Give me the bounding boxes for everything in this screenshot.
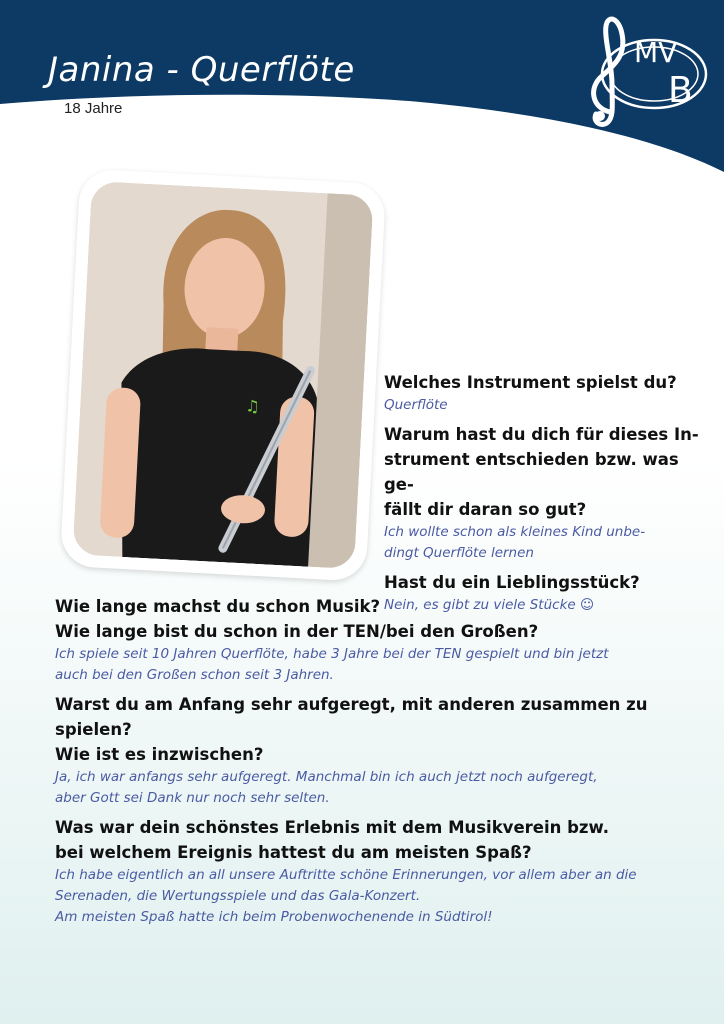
answer-why-instrument-line-1: Ich wollte schon als kleines Kind unbe- bbox=[384, 524, 646, 540]
answer-best-experience-line-1: Ich habe eigentlich an all unsere Auftritte schöne Erinnerungen, vor allem aber an die bbox=[55, 867, 637, 883]
logo-letters-mv: MV bbox=[634, 36, 678, 69]
question-why-instrument-line-3: fällt dir daran so gut? bbox=[384, 500, 587, 519]
qa-block-full bbox=[55, 594, 695, 934]
portrait-illustration bbox=[72, 181, 373, 569]
answer-how-long-line-1: Ich spiele seit 10 Jahren Querflöte, habe 3 Jahre bei der TEN gespielt und bin jetzt bbox=[55, 646, 609, 662]
question-nervous-line-2: Wie ist es inzwischen? bbox=[55, 745, 264, 764]
question-how-long-line-2: Wie lange bist du schon in der TEN/bei den Großen? bbox=[55, 622, 539, 641]
answer-how-long-line-2: auch bei den Großen schon seit 3 Jahren. bbox=[55, 667, 334, 683]
question-best-experience-line-2: bei welchem Ereignis hattest du am meisten Spaß? bbox=[55, 843, 532, 862]
question-best-experience-line-1: Was war dein schönstes Erlebnis mit dem Musikverein bzw. bbox=[55, 818, 609, 837]
answer-nervous-line-2: aber Gott sei Dank nur noch sehr selten. bbox=[55, 790, 330, 806]
answer-instrument: Querflöte bbox=[384, 397, 448, 413]
question-how-long-line-1: Wie lange machst du schon Musik? bbox=[55, 597, 381, 616]
question-instrument: Welches Instrument spielst du? bbox=[384, 373, 677, 392]
answer-favorite-piece: Nein, es gibt zu viele Stücke ☺ bbox=[384, 597, 595, 613]
question-why-instrument-line-2: strument entschieden bzw. was ge- bbox=[384, 450, 679, 494]
portrait-frame bbox=[60, 168, 386, 581]
svg-text:♫: ♫ bbox=[244, 396, 261, 416]
page-title: Janina - Querflöte bbox=[48, 50, 355, 90]
portrait-photo bbox=[72, 181, 373, 569]
question-nervous-line-1: Warst du am Anfang sehr aufgeregt, mit anderen zusammen zu spielen? bbox=[55, 695, 648, 739]
answer-nervous-line-1: Ja, ich war anfangs sehr aufgeregt. Manchmal bin ich auch jetzt noch aufgeregt, bbox=[55, 769, 598, 785]
club-logo bbox=[582, 4, 712, 130]
question-why-instrument-line-1: Warum hast du dich für dieses In- bbox=[384, 425, 699, 444]
answer-best-experience-line-2: Serenaden, die Wertungsspiele und das Gala-Konzert. bbox=[55, 888, 421, 904]
answer-why-instrument-line-2: dingt Querflöte lernen bbox=[384, 545, 534, 561]
question-favorite-piece: Hast du ein Lieblingsstück? bbox=[384, 573, 640, 592]
logo-letter-b: B bbox=[668, 70, 693, 111]
qa-block-right bbox=[384, 370, 704, 622]
age-label: 18 Jahre bbox=[64, 100, 123, 117]
answer-best-experience-line-3: Am meisten Spaß hatte ich beim Probenwochenende in Südtirol! bbox=[55, 909, 493, 925]
